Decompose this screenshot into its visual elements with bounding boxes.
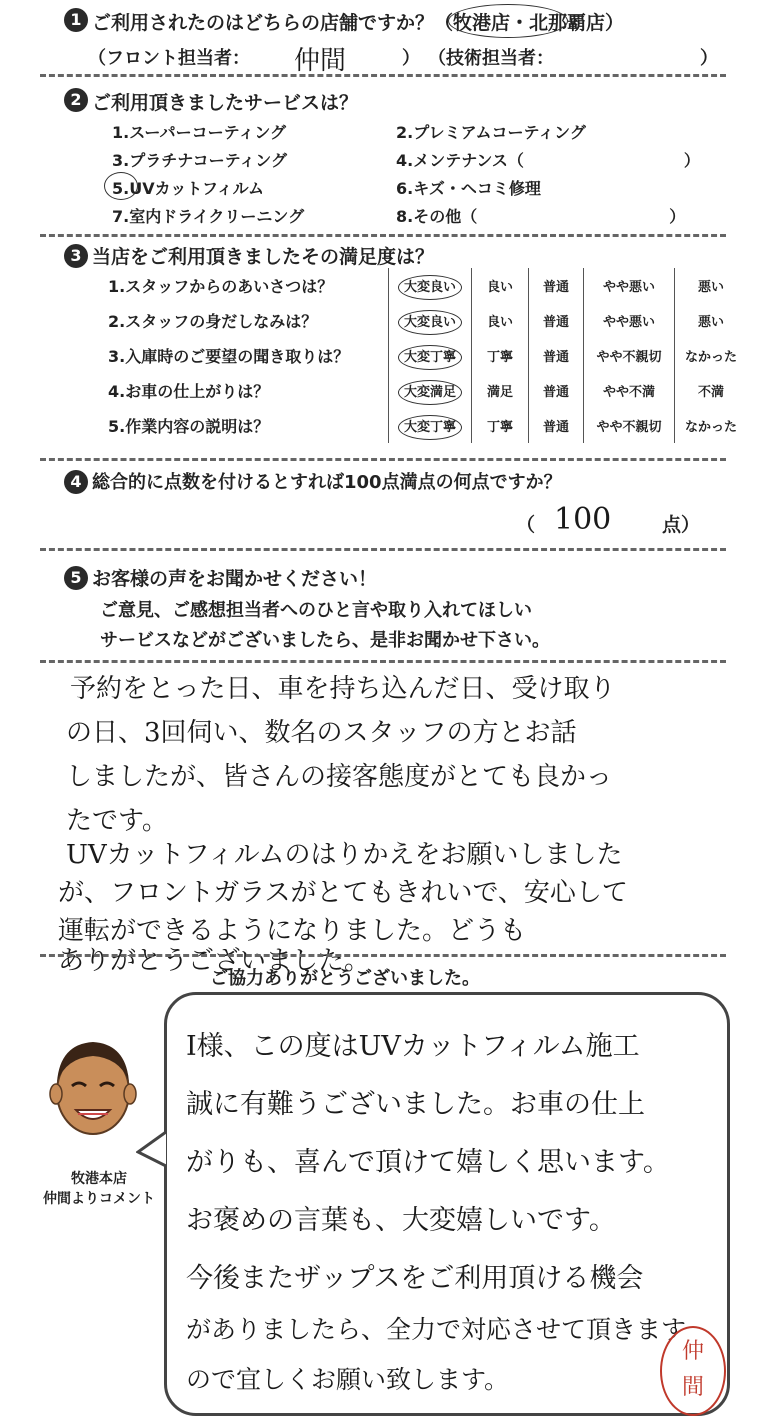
divider [40, 234, 726, 237]
row-label: 2.スタッフの身だしなみは？ [108, 312, 318, 331]
stamp-char: 仲 [681, 1339, 704, 1364]
customer-answer-line: 予約をとった日、車を持ち込んだ日、受け取り [70, 674, 616, 704]
selected-store-circle [448, 4, 568, 38]
rating-option: 普通 [529, 408, 584, 443]
rating-option: やや不満 [584, 373, 675, 408]
name-stamp [660, 1326, 726, 1416]
score-open-paren: （ [516, 514, 536, 536]
staff-comment-line: がありましたら、全力で対応させて頂きます [186, 1315, 687, 1344]
rating-selected: 大変良い [389, 303, 472, 338]
front-staff-value: 仲間 [294, 46, 347, 76]
rating-selected: 大変丁寧 [389, 338, 472, 373]
rating-option: 不満 [675, 373, 748, 408]
tech-staff-label: （技術担当者： [428, 48, 554, 69]
rating-option: やや不親切 [584, 338, 675, 373]
speech-tail-icon [136, 1130, 168, 1170]
service-option: 3.プラチナコーティング [112, 151, 287, 170]
customer-answer-line: UVカットフィルムのはりかえをお願いしました [66, 840, 623, 870]
row-label: 5.作業内容の説明は？ [108, 417, 270, 436]
question-5-sub2: サービスなどがございましたら、是非お聞かせ下さい。 [100, 630, 550, 651]
thanks-text: ご協力ありがとうございました。 [210, 968, 480, 989]
question-1-number: 1 [64, 8, 88, 32]
divider [40, 954, 726, 957]
front-staff-close: ） [402, 48, 420, 69]
table-row [104, 408, 747, 443]
rating-option: なかった [675, 408, 748, 443]
rating-option: やや悪い [584, 268, 675, 303]
table-row [104, 268, 747, 303]
table-row [104, 303, 747, 338]
score-unit: 点） [662, 514, 701, 536]
service-option: 4.メンテナンス（ ） [396, 151, 700, 170]
service-option: 6.キズ・ヘコミ修理 [396, 179, 541, 198]
customer-answer-line: ありがとうございました。 [58, 946, 371, 976]
rating-selected: 大変丁寧 [389, 408, 472, 443]
customer-answer-line: が、フロントガラスがとてもきれいで、安心して [58, 878, 628, 908]
service-option: 1.スーパーコーティング [112, 123, 287, 142]
question-1-text: ご利用されたのはどちらの店舗ですか？（牧港店・北那覇店） [92, 12, 625, 34]
rating-option: 悪い [675, 268, 748, 303]
customer-answer-line: しましたが、皆さんの接客態度がとても良かっ [66, 762, 613, 792]
question-3-number: 3 [64, 244, 88, 268]
tech-staff-close: ） [700, 48, 718, 69]
table-row [104, 373, 747, 408]
table-row [104, 338, 747, 373]
front-staff-label: （フロント担当者： [88, 48, 250, 69]
service-option: 2.プレミアムコーティング [396, 123, 586, 142]
question-5-number: 5 [64, 566, 88, 590]
question-3-text: 当店をご利用頂きましたその満足度は？ [92, 246, 435, 268]
customer-answer-line: たです。 [66, 806, 168, 836]
question-4-text: 総合的に点数を付けるとすれば100点満点の何点ですか？ [92, 472, 562, 493]
rating-option: 普通 [529, 303, 584, 338]
staff-comment-line: I様、この度はUVカットフィルム施工 [186, 1031, 640, 1062]
rating-option: 良い [472, 268, 529, 303]
divider [40, 660, 726, 663]
question-5-text: お客様の声をお聞かせください！ [92, 568, 378, 590]
staff-comment-line: ので宜しくお願い致します。 [186, 1365, 510, 1394]
staff-caption-name: 仲間よりコメント [43, 1191, 155, 1207]
question-2-number: 2 [64, 88, 88, 112]
rating-option: 満足 [472, 373, 529, 408]
satisfaction-table [104, 268, 747, 443]
service-option: 8.その他（ ） [396, 207, 686, 226]
score-value: 100 [554, 502, 612, 537]
service-option-selected: 5.UVカットフィルム [112, 179, 265, 198]
staff-comment-line: がりも、喜んで頂けて嬉しく思います。 [186, 1147, 670, 1178]
rating-option: 良い [472, 303, 529, 338]
row-label: 1.スタッフからのあいさつは？ [108, 277, 334, 296]
rating-option: 丁寧 [472, 408, 529, 443]
divider [40, 458, 726, 461]
customer-answer-line: 運転ができるようになりました。どうも [58, 916, 527, 946]
rating-selected: 大変良い [389, 268, 472, 303]
selected-service-circle [104, 172, 138, 200]
question-2-text: ご利用頂きましたサービスは？ [92, 92, 359, 114]
rating-option: 丁寧 [472, 338, 529, 373]
stamp-char: 間 [681, 1375, 704, 1400]
question-5-sub1: ご意見、ご感想担当者へのひと言や取り入れてほしい [100, 600, 532, 621]
rating-option: 普通 [529, 268, 584, 303]
customer-answer-line: の日、3回伺い、数名のスタッフの方とお話 [66, 718, 577, 748]
service-option: 7.室内ドライクリーニング [112, 207, 305, 226]
staff-comment-line: お褒めの言葉も、大変嬉しいです。 [186, 1205, 616, 1236]
row-label: 3.入庫時のご要望の聞き取りは？ [108, 347, 350, 366]
row-label: 4.お車の仕上がりは？ [108, 382, 270, 401]
divider [40, 74, 726, 77]
staff-avatar [38, 1024, 148, 1184]
rating-option: 普通 [529, 373, 584, 408]
rating-option: なかった [675, 338, 748, 373]
divider [40, 548, 726, 551]
rating-option: 普通 [529, 338, 584, 373]
rating-option: やや不親切 [584, 408, 675, 443]
staff-comment-line: 誠に有難うございました。お車の仕上 [186, 1089, 645, 1120]
staff-face-icon [38, 1024, 148, 1184]
rating-option: 悪い [675, 303, 748, 338]
question-4-number: 4 [64, 470, 88, 494]
rating-option: やや悪い [584, 303, 675, 338]
staff-caption-store: 牧港本店 [71, 1171, 127, 1187]
staff-comment-line: 今後またザップスをご利用頂ける機会 [186, 1263, 644, 1294]
rating-selected: 大変満足 [389, 373, 472, 408]
